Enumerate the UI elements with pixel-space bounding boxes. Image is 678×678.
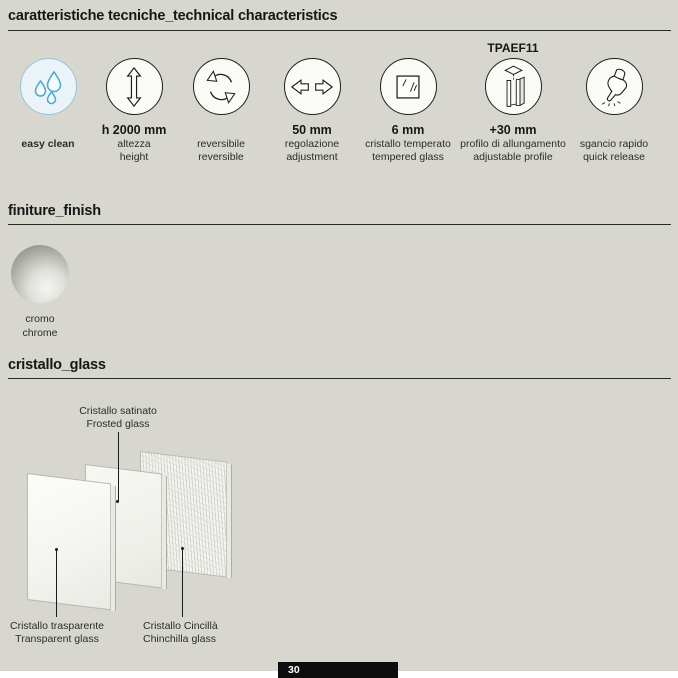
- feature-value: 50 mm: [292, 123, 332, 137]
- feature-adjustment: [268, 40, 356, 164]
- feature-label: cristallo temperato: [365, 138, 451, 150]
- feature-tempered-glass: [356, 40, 460, 164]
- water-drops-icon: [30, 69, 66, 105]
- transparent-glass-label: Cristallo trasparente Transparent glass: [10, 620, 104, 645]
- frosted-glass-label: Cristallo satinato Frosted glass: [79, 405, 157, 430]
- section-divider: [8, 30, 671, 31]
- feature-label: adjustable profile: [473, 151, 553, 163]
- feature-value: h 2000 mm: [101, 123, 167, 137]
- transparent-glass-panel: [27, 473, 111, 610]
- feature-label: reversible: [198, 151, 244, 163]
- feature-height: [92, 40, 176, 164]
- technical-section-title: caratteristiche tecniche_technical characteristics: [8, 8, 338, 24]
- feature-easy-clean: [8, 40, 88, 151]
- hand-release-icon: [594, 67, 634, 107]
- page-number: 30: [288, 664, 300, 676]
- feature-label: tempered glass: [372, 151, 444, 163]
- feature-label: altezza: [117, 138, 151, 150]
- feature-label: sgancio rapido: [579, 138, 649, 150]
- section-divider: [8, 378, 671, 379]
- extension-profile-icon: [495, 65, 532, 108]
- reversible-arrows-icon: [202, 68, 240, 106]
- horizontal-arrows-icon: [290, 76, 334, 98]
- page-number-bar: [278, 662, 398, 678]
- feature-value: +30 mm: [489, 123, 537, 137]
- feature-label: adjustment: [286, 151, 338, 163]
- leader-line-chinchilla: [182, 550, 183, 617]
- feature-label: reversibile: [197, 138, 245, 150]
- section-divider: [8, 224, 671, 225]
- feature-adjustable-profile: [457, 40, 569, 164]
- glass-section-title: cristallo_glass: [8, 357, 106, 373]
- chrome-swatch: [11, 245, 69, 303]
- feature-label: height: [119, 151, 149, 163]
- feature-label: regolazione: [284, 138, 340, 150]
- feature-label: quick release: [583, 151, 645, 163]
- feature-value: 6 mm: [391, 123, 425, 137]
- chinchilla-glass-label: Cristallo Cincillà Chinchilla glass: [143, 620, 218, 645]
- glass-pane-icon: [389, 68, 427, 106]
- chrome-swatch-label: cromo chrome: [22, 313, 58, 339]
- finish-section-title: finiture_finish: [8, 203, 101, 219]
- feature-code: TPAEF11: [487, 41, 539, 55]
- leader-line-transparent: [56, 551, 57, 617]
- feature-reversible: [179, 40, 263, 164]
- height-double-arrow-icon: [123, 67, 145, 107]
- feature-icon-row: [8, 40, 672, 172]
- feature-quick-release: [564, 40, 664, 164]
- leader-line-frosted: [118, 432, 119, 501]
- feature-label: easy clean: [21, 138, 75, 150]
- leader-dot-frosted: [116, 500, 119, 503]
- feature-label: profilo di allungamento: [460, 138, 566, 150]
